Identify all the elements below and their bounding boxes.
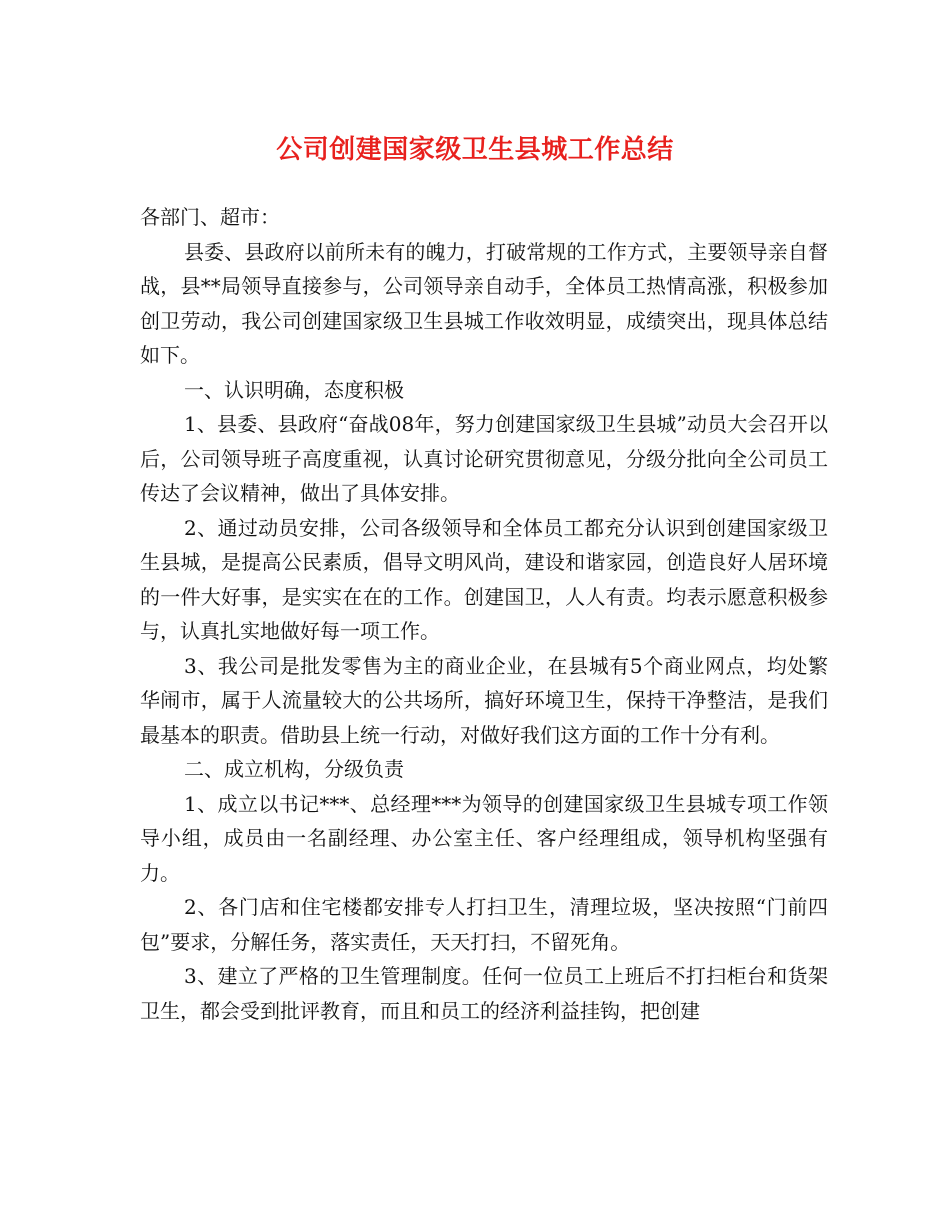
paragraph-1-1: 1、县委、县政府“奋战08年，努力创建国家级卫生县城”动员大会召开以后，公司领导班子高度重视，认真讨论研究贯彻意见，分级分批向全公司员工传达了会议精神，做出了具体安排。 [140,412,828,505]
salutation: 各部门、超市： [140,205,280,229]
section-heading-1: 一、认识明确，态度积极 [184,377,404,402]
paragraph-1-2: 2、通过动员安排，公司各级领导和全体员工都充分认识到创建国家级卫生县城，是提高公民素质，倡导文明风尚，建设和谐家园，创造良好人居环境的一件大好事，是实实在在的工作。创建国卫，人人有责。均表示愿意积极参与，认真扎实地做好每一项工作。 [140,515,828,643]
paragraph-1-3: 3、我公司是批发零售为主的商业企业，在县城有5个商业网点，均处繁华闹市，属于人流量较大的公共场所，搞好环境卫生，保持干净整洁，是我们最基本的职责。借助县上统一行动，对做好我们这方面的工作十分有利。 [140,653,828,747]
paragraph-2-1: 1、成立以书记***、总经理***为领导的创建国家级卫生县城专项工作领导小组，成员由一名副经理、办公室主任、客户经理组成，领导机构坚强有力。 [140,791,828,885]
section-heading-2: 二、成立机构，分级负责 [184,757,404,781]
paragraph-intro: 县委、县政府以前所未有的魄力，打破常规的工作方式，主要领导亲自督战，县**局领导直接参与，公司领导亲自动手，全体员工热情高涨，积极参加创卫劳动，我公司创建国家级卫生县城工作收效明显，成绩突出，现具体总结如下。 [140,239,828,367]
paragraph-2-3: 3、建立了严格的卫生管理制度。任何一位员工上班后不打扫柜台和货架卫生，都会受到批评教育，而且和员工的经济利益挂钩，把创建 [140,964,828,1023]
paragraph-2-2: 2、各门店和住宅楼都安排专人打扫卫生，清理垃圾，坚决按照“门前四包”要求，分解任务，落实责任，天天打扫，不留死角。 [140,895,828,954]
document-body [140,200,828,1028]
document-title: 公司创建国家级卫生县城工作总结 [276,135,674,165]
